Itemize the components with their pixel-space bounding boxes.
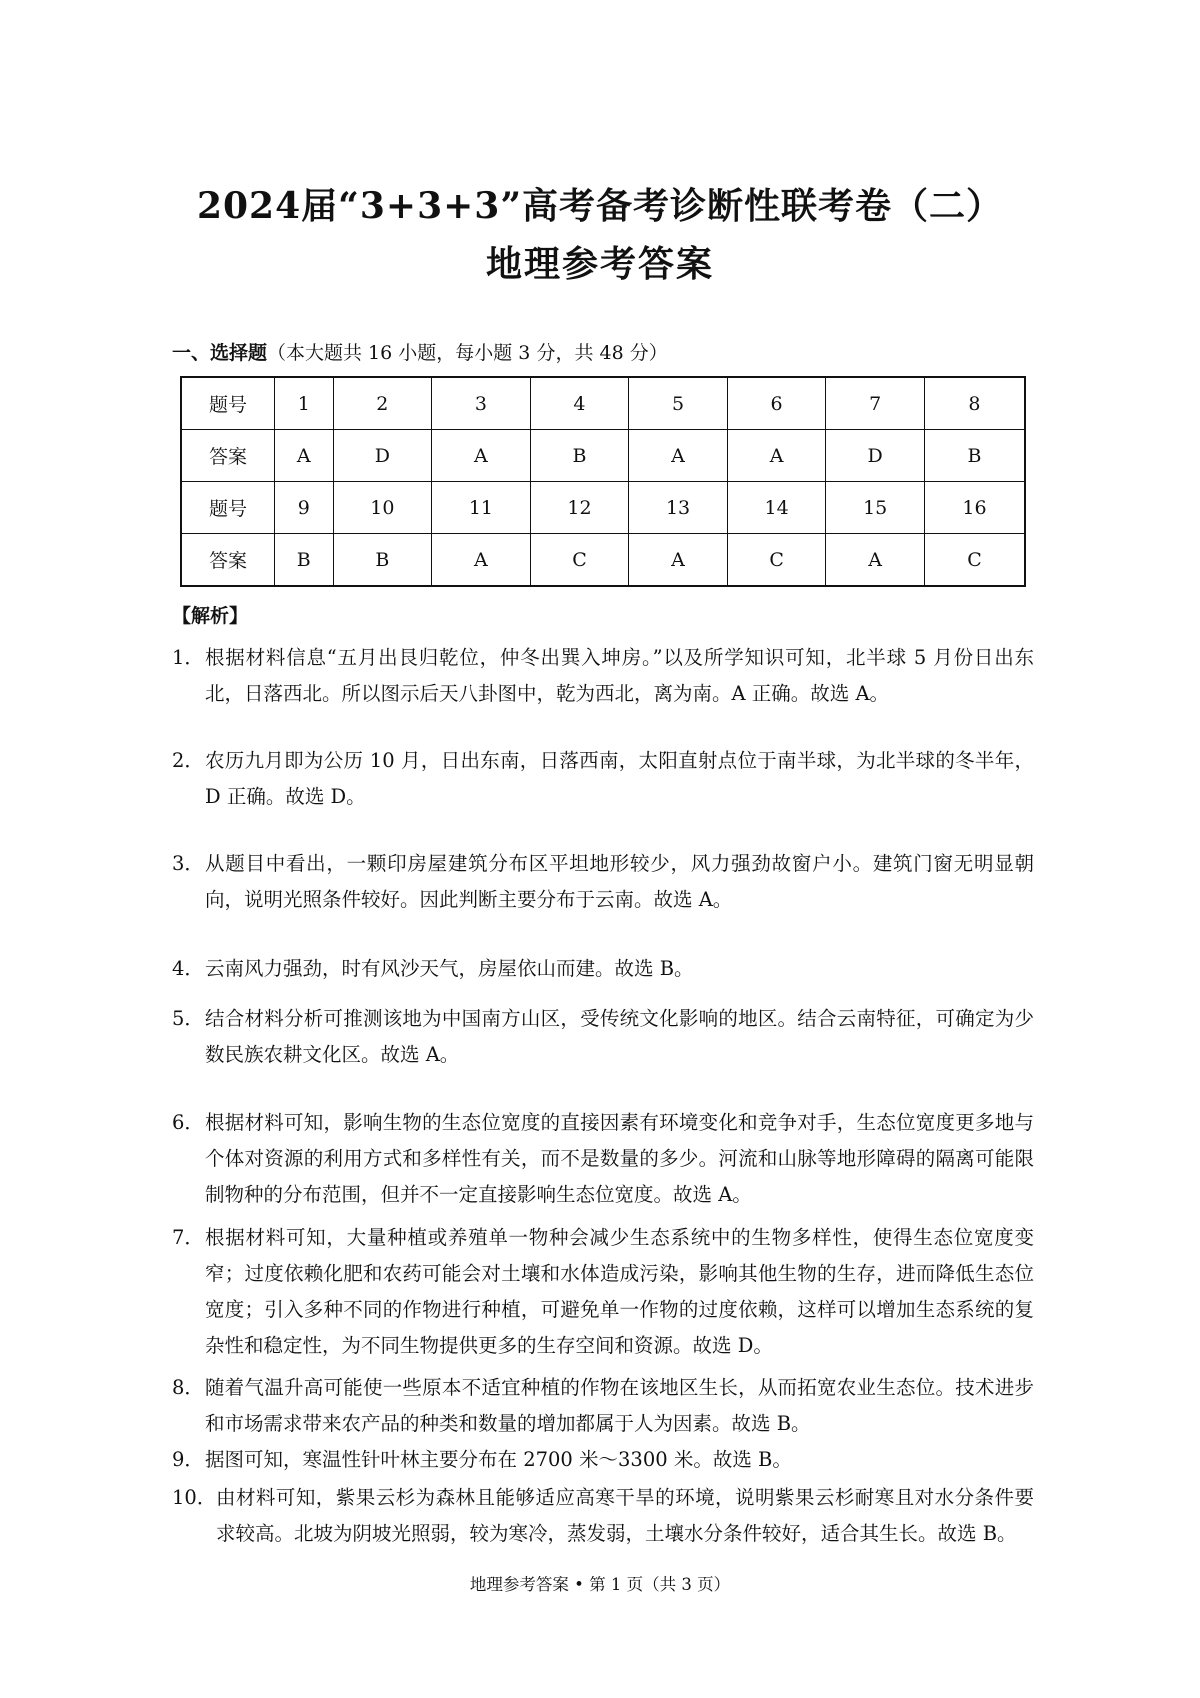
table-cell: A [629,430,728,482]
analysis-item [172,640,1034,712]
item-number: 5． [172,1007,204,1030]
table-cell: C [727,534,826,587]
analysis-item [172,846,1034,918]
table-cell: A [727,430,826,482]
table-row [181,482,1025,534]
answer-table [180,376,1026,587]
analysis-item [172,1480,1034,1552]
table-cell: C [530,534,629,587]
table-cell: 8 [924,377,1025,430]
row-head: 答案 [181,534,275,587]
item-text: 据图可知，寒温性针叶林主要分布在 2700 米～3300 米。故选 B。 [205,1448,792,1471]
table-cell: C [924,534,1025,587]
item-text: 随着气温升高可能使一些原本不适宜种植的作物在该地区生长，从而拓宽农业生态位。技术进步和市场需求带来农产品的种类和数量的增加都属于人为因素。故选 B。 [205,1376,1034,1435]
table-cell: D [826,430,925,482]
item-text: 结合材料分析可推测该地为中国南方山区，受传统文化影响的地区。结合云南特征，可确定为少数民族农耕文化区。故选 A。 [205,1007,1034,1066]
table-cell: 13 [629,482,728,534]
table-cell: 12 [530,482,629,534]
item-text: 根据材料可知，影响生物的生态位宽度的直接因素有环境变化和竞争对手，生态位宽度更多地与个体对资源的利用方式和多样性有关，而不是数量的多少。河流和山脉等地形障碍的隔离可能限制物种的分布范围，但并不一定直接影响生态位宽度。故选 A。 [205,1111,1034,1206]
table-cell: B [275,534,334,587]
table-cell: D [333,430,432,482]
analysis-item [172,1370,1034,1442]
table-cell: 1 [275,377,334,430]
exam-title: 2024届“3+3+3”高考备考诊断性联考卷（二） [196,185,1004,227]
item-text: 云南风力强劲，时有风沙天气，房屋依山而建。故选 B。 [205,957,694,980]
table-cell: A [275,430,334,482]
row-head: 题号 [181,482,275,534]
table-cell: 14 [727,482,826,534]
section-label: 一、选择题 [172,342,268,364]
table-cell: A [826,534,925,587]
table-cell: B [924,430,1025,482]
table-cell: 2 [333,377,432,430]
row-head: 题号 [181,377,275,430]
section-heading [172,338,668,365]
table-cell: 6 [727,377,826,430]
analysis-item [172,743,1034,815]
table-cell: 4 [530,377,629,430]
item-number: 1． [172,646,204,669]
answer-title: 地理参考答案 [485,243,714,285]
table-cell: 16 [924,482,1025,534]
item-number: 4． [172,957,204,980]
table-row [181,377,1025,430]
table-cell: B [333,534,432,587]
table-cell: A [432,534,531,587]
item-number: 10． [172,1486,217,1509]
item-number: 7． [172,1226,204,1249]
analysis-heading: 【解析】 [172,605,249,627]
table-cell: 10 [333,482,432,534]
row-head: 答案 [181,430,275,482]
item-number: 9． [172,1448,204,1471]
table-cell: A [629,534,728,587]
table-row [181,534,1025,587]
analysis-item [172,1001,1034,1073]
table-cell: 5 [629,377,728,430]
table-cell: 7 [826,377,925,430]
table-row [181,430,1025,482]
table-cell: 11 [432,482,531,534]
table-cell: B [530,430,629,482]
table-cell: 9 [275,482,334,534]
item-text: 根据材料信息“五月出艮归乾位，仲冬出巽入坤房。”以及所学知识可知，北半球 5 月份日出东北，日落西北。所以图示后天八卦图中，乾为西北，离为南。A 正确。故选 A。 [205,646,1034,705]
item-text: 由材料可知，紫果云杉为森林且能够适应高寒干旱的环境，说明紫果云杉耐寒且对水分条件要求较高。北坡为阴坡光照弱，较为寒冷，蒸发弱，土壤水分条件较好，适合其生长。故选 B。 [216,1486,1034,1545]
table-cell: 15 [826,482,925,534]
page-footer: 地理参考答案 • 第 1 页（共 3 页） [469,1575,731,1594]
table-cell: 3 [432,377,531,430]
section-note: （本大题共 16 小题，每小题 3 分，共 48 分） [267,342,668,364]
item-text: 根据材料可知，大量种植或养殖单一物种会减少生态系统中的生物多样性，使得生态位宽度变窄；过度依赖化肥和农药可能会对土壤和水体造成污染，影响其他生物的生存，进而降低生态位宽度；引入多种不同的作物进行种植，可避免单一作物的过度依赖，这样可以增加生态系统的复杂性和稳定性，为不同生物提供更多的生存空间和资源。故选 D。 [205,1226,1034,1357]
analysis-item [172,951,1034,987]
item-number: 8． [172,1376,204,1399]
item-text: 农历九月即为公历 10 月，日出东南，日落西南，太阳直射点位于南半球，为北半球的冬半年，D 正确。故选 D。 [205,749,1034,808]
analysis-item [172,1105,1034,1213]
item-number: 2． [172,749,204,772]
item-text: 从题目中看出，一颗印房屋建筑分布区平坦地形较少，风力强劲故窗户小。建筑门窗无明显朝向，说明光照条件较好。因此判断主要分布于云南。故选 A。 [205,852,1034,911]
item-number: 3． [172,852,204,875]
table-cell: A [432,430,531,482]
analysis-item [172,1220,1034,1364]
item-number: 6． [172,1111,204,1134]
analysis-item [172,1442,1034,1478]
